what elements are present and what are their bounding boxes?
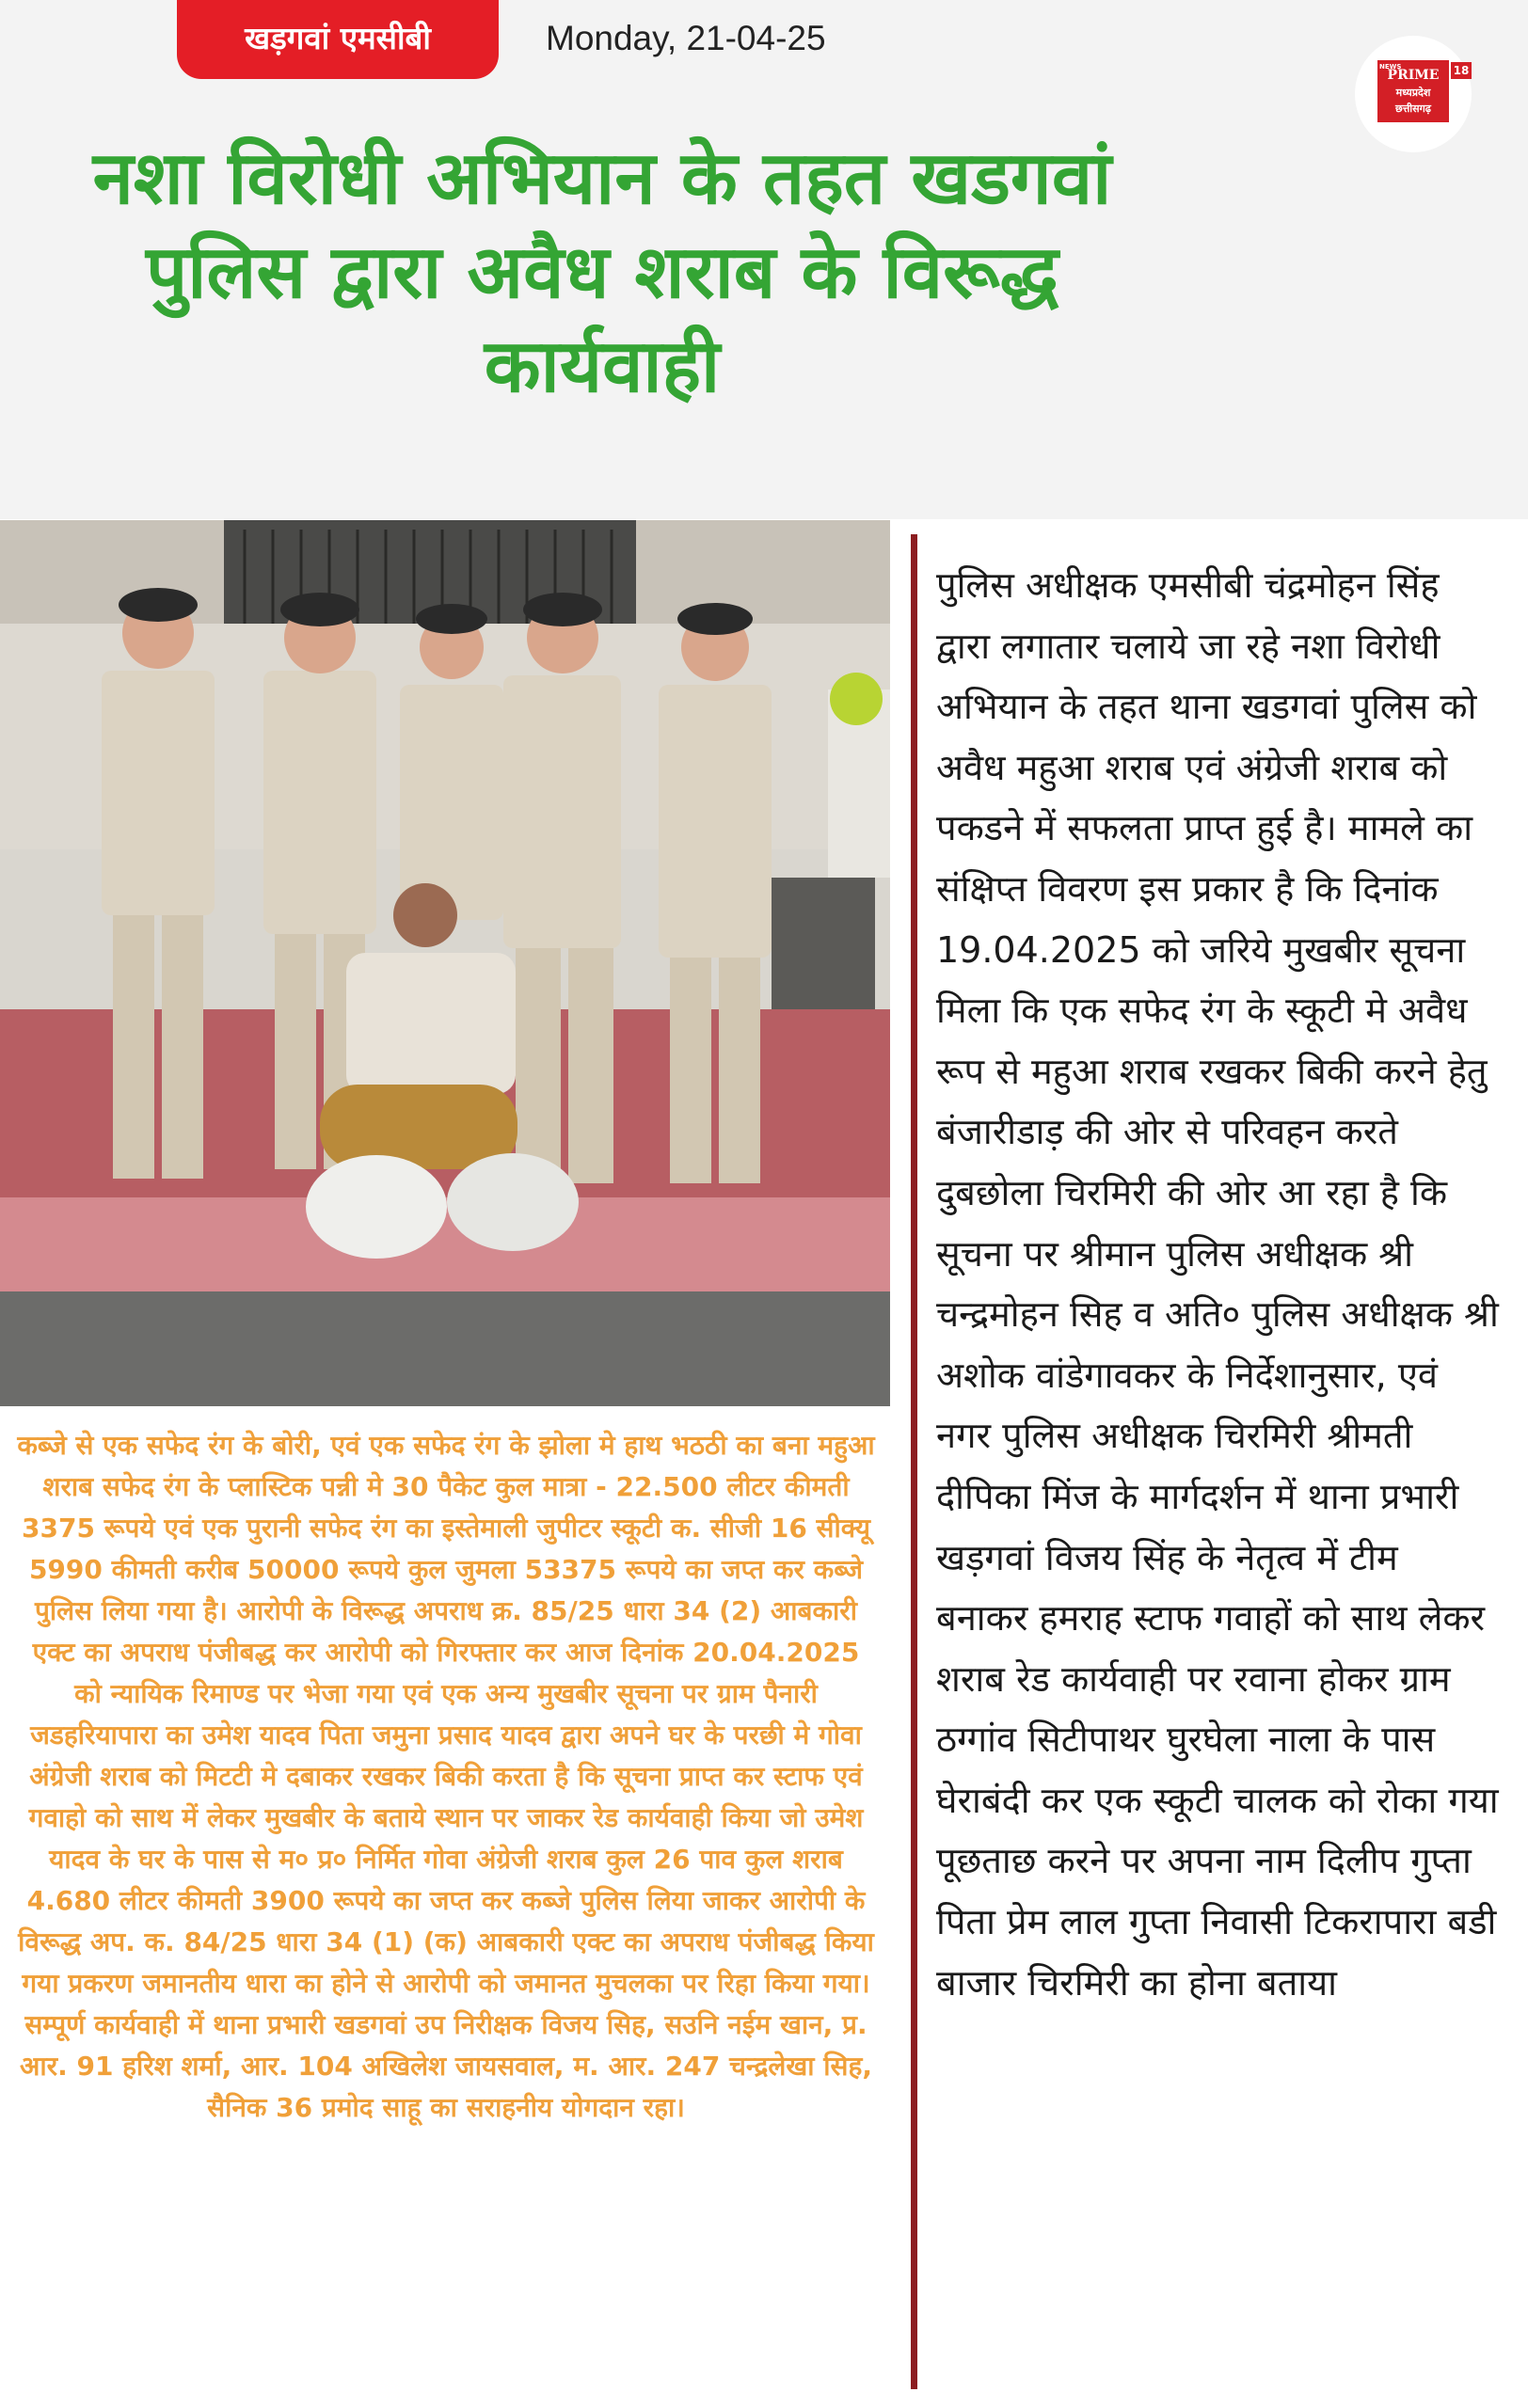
logo-number: 18 <box>1451 62 1472 79</box>
police-group-photo <box>0 520 890 1406</box>
headline: नशा विरोधी अभियान के तहत खडगवां पुलिस द्वारा अवैध शराब के विरूद्ध कार्यवाही <box>92 136 1112 409</box>
news-photo <box>0 520 890 1406</box>
logo-state-1: मध्यप्रदेश <box>1395 87 1431 99</box>
news-prime-logo <box>1355 36 1472 152</box>
logo-prime-text: PRIME <box>1387 68 1440 83</box>
logo-box <box>1377 60 1449 122</box>
article-body: पुलिस अधीक्षक एमसीबी चंद्रमोहन सिंह द्वारा लगातार चलाये जा रहे नशा विरोधी अभियान के तहत थाना खडगवां पुलिस को अवैध महुआ शराब एवं अंग्रेजी शराब को पकडने में सफलता प्राप्त हुई है। मामले का संक्षिप्त विवरण इस प्रकार है कि दिनांक 19.04.2025 को जरिये मुखबीर सूचना मिला कि एक सफेद रंग के स्कूटी मे अवैध रूप से महुआ शराब रखकर बिकी करने हेतु बंजारीडाड़ की ओर से परिवहन करते दुबछोला चिरमिरी की ओर आ रहा है कि सूचना पर श्रीमान पुलिस अधीक्षक श्री चन्द्रमोहन सिह व अति० पुलिस अधीक्षक श्री अशोक वांडेगावकर के निर्देशानुसार, एवं नगर पुलिस अधीक्षक चिरमिरी श्रीमती दीपिका मिंज के मार्गदर्शन में थाना प्रभारी खड़गवां विजय सिंह के नेतृत्व में टीम बनाकर हमराह स्टाफ गवाहों को साथ लेकर शराब रेड कार्यवाही पर रवाना होकर ग्राम ठग्गांव सिटीपाथर घुरघेला नाला के पास घेराबंदी कर एक स्कूटी चालक को रोका गया पूछताछ करने पर अपना नाम दिलीप गुप्ता पिता प्रेम लाल गुप्ता निवासी टिकरापारा बडी बाजार चिरमिरी का होना बताया <box>936 564 1499 2004</box>
logo-state-2: छत्तीसगढ़ <box>1395 103 1431 115</box>
location-tag: खड़गवां एमसीबी <box>177 0 499 79</box>
date-label: Monday, 21-04-25 <box>546 19 826 57</box>
logo-news-text: NEWS <box>1379 63 1402 71</box>
header <box>0 0 1528 519</box>
photo-caption: कब्जे से एक सफेद रंग के बोरी, एवं एक सफेद रंग के झोला मे हाथ भठठी का बना महुआ शराब सफेद रंग के प्लास्टिक पन्नी मे 30 पैकेट कुल मात्रा - 22.500 लीटर कीमती 3375 रूपये एवं एक पुरानी सफेद रंग का इस्तेमाली जुपीटर स्कूटी क. सीजी 16 सीक्यू 5990 कीमती करीब 50000 रूपये कुल जुमला 53375 रूपये का जप्त कर कब्जे पुलिस लिया गया है। आरोपी के विरूद्ध अपराध क्र. 85/25 धारा 34 (2) आबकारी एक्ट का अपराध पंजीबद्ध कर आरोपी को गिरफ्तार कर आज दिनांक 20.04.2025 को न्यायिक रिमाण्ड पर भेजा गया एवं एक अन्य मुखबीर सूचना पर ग्राम पैनारी जडहरियापारा का उमेश यादव पिता जमुना प्रसाद यादव द्वारा अपने घर के परछी मे गोवा अंग्रेजी शराब को मिटटी मे दबाकर रखकर बिकी करता है कि सूचना प्राप्त कर स्टाफ एवं गवाहो को साथ में लेकर मुखबीर के बताये स्थान पर जाकर रेड कार्यवाही किया जो उमेश यादव के घर के पास से म० प्र० निर्मित गोवा अंग्रेजी शराब कुल 26 पाव कुल शराब 4.680 लीटर कीमती 3900 रूपये का जप्त कर कब्जे पुलिस लिया जाकर आरोपी के विरूद्ध अप. क. 84/25 धारा 34 (1) (क) आबकारी एक्ट का अपराध पंजीबद्ध किया गया प्रकरण जमानतीय धारा का होने से आरोपी को जमानत मुचलका पर रिहा किया गया। सम्पूर्ण कार्यवाही में थाना प्रभारी खडगवां उप निरीक्षक विजय सिह, सउनि नईम खान, प्र. आर. 91 हरिश शर्मा, आर. 104 अखिलेश जायसवाल, म. आर. 247 चन्द्रलेखा सिह, सैनिक 36 प्रमोद साहू का सराहनीय योगदान रहा। <box>17 1430 875 2123</box>
column-divider <box>911 534 917 2389</box>
